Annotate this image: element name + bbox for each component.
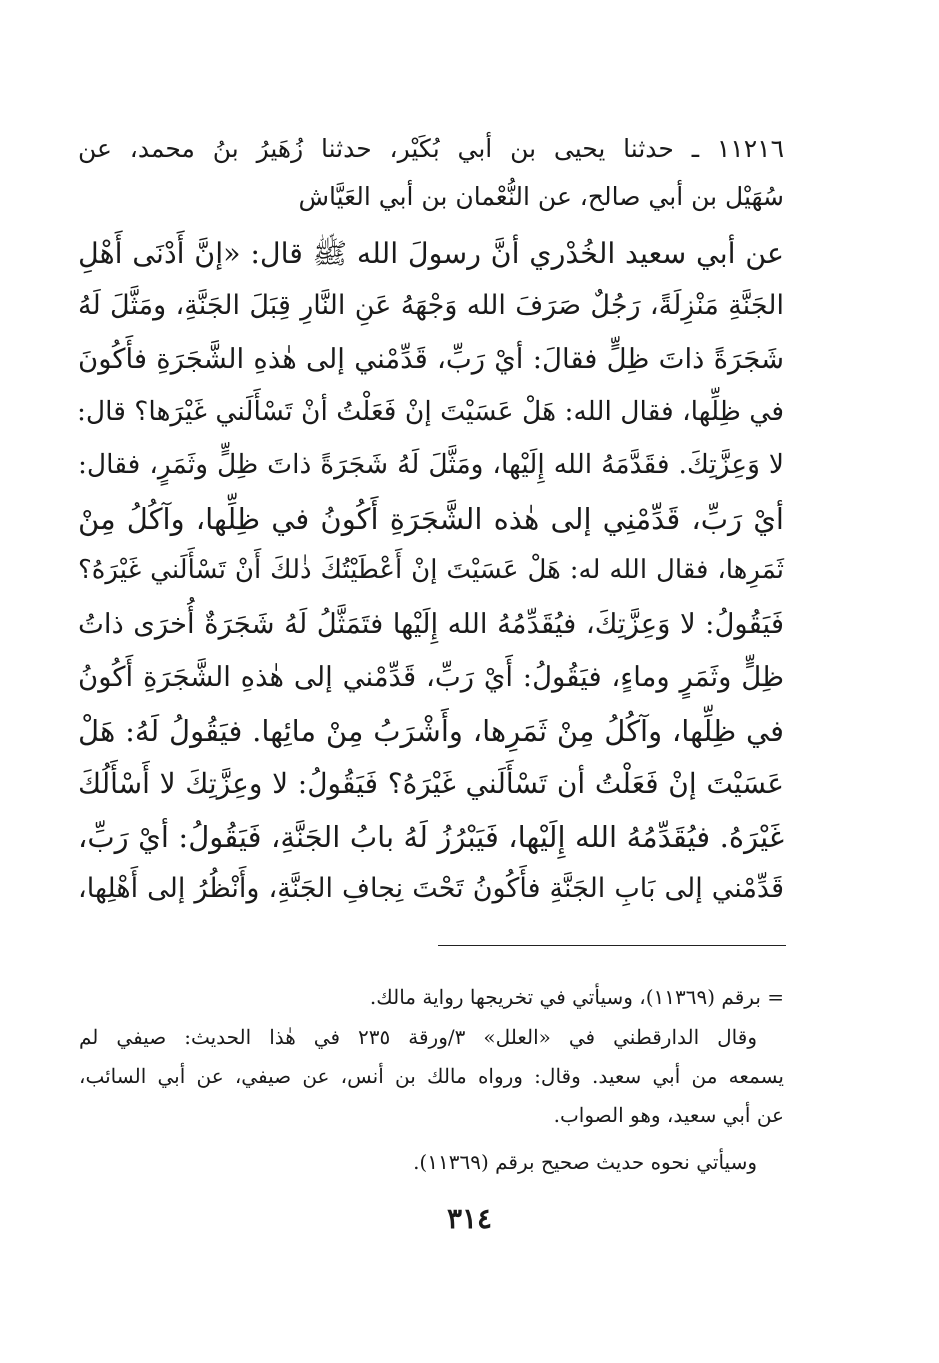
isnad-line-2: سُهَيْل بن أبي صالح، عن النُّعْمان بن أبي العَيَّاش [298,182,784,211]
matn-line-7: ثَمَرِها، فقال الله له: هَلْ عَسَيْتَ إنْ أَعْطَيْتُكَ ذٰلكَ أَنْ تَسْأَلَني غَيْرَهُ؟ [78,555,784,585]
footnote-line-4: عن أبي سعيد، وهو الصواب. [553,1103,784,1127]
matn-line-5: لا وَعِزَّتِكَ. فقَدَّمَهُ الله إِلَيْها، ومَثَّلَ لَهُ شَجَرَةً ذاتَ ظِلٍّ وثَمَرٍ، فقال: [78,449,784,480]
matn-line-3: شَجَرَةً ذاتَ ظِلٍّ فقالَ: أيْ رَبِّ، قَدِّمْني إلى هٰذهِ الشَّجَرَةِ فأَكُونَ [78,343,784,375]
matn-line-10: في ظِلِّها، وآكُلُ مِنْ ثَمَرِها، وأَشْرَبُ مِنْ مائِها. فيَقُولُ لَهُ: هَلْ [78,714,784,748]
footnote-line-5: وسيأتي نحوه حديث صحيح برقم (١١٣٦٩). [413,1150,757,1174]
matn-line-2: الجَنَّةِ مَنْزِلَةً، رَجُلٌ صَرَفَ الله وَجْهَهُ عَنِ النَّارِ قِبَلَ الجَنَّةِ، ومَثَّلَ لَهُ [78,290,784,321]
matn-line-12: غَيْرَهُ. فيُقَدِّمُهُ الله إِلَيْها، فَيَبْرُزُ لَهُ بابُ الجَنَّةِ، فَيَقُولُ: أيْ رَبِّ، [78,820,784,854]
footnote-line-2: وقال الدارقطني في «العلل» ٣/ورقة ٢٣٥ في هٰذا الحديث: صيفي لم [79,1025,757,1049]
footnote-line-3: يسمعه من أبي سعيد. وقال: ورواه مالك بن أنس، عن صيفي، عن أبي السائب، [79,1064,784,1088]
page-number: ٣١٤ [446,1202,493,1235]
matn-line-9: ظِلٍّ وثَمَرٍ وماءٍ، فيَقُولُ: أَيْ رَبِّ، قَدِّمْني إلى هٰذهِ الشَّجَرَةِ أَكُونُ [78,661,784,693]
matn-line-8: فَيَقُولُ: لا وَعِزَّتِكَ، فيُقَدِّمُهُ الله إِلَيْها فتَمَثَّلُ لَهُ شَجَرَةٌ أُخرَى ذاتُ [78,608,784,640]
matn-line-1: عن أبي سعيد الخُدْري أنَّ رسولَ الله ﷺ قال: «إنَّ أَدْنَى أَهْلِ [78,237,784,270]
isnad-line-1: ١١٢١٦ ـ حدثنا يحيى بن أبي بُكَيْر، حدثنا زُهَيرُ بنُ محمد، عن [78,134,784,163]
footnote-line-1: = برقم (١١٣٦٩)، وسيأتي في تخريجها رواية مالك. [369,985,784,1009]
footnote-separator [438,945,786,946]
matn-line-6: أيْ رَبِّ، قَدِّمْنِي إلى هٰذه الشَّجَرَةِ أَكُونُ في ظِلِّها، وآكُلُ مِنْ [78,502,784,536]
matn-line-13: قَدِّمْني إلى بَابِ الجَنَّةِ فأَكُونُ تَحْتَ نِجافِ الجَنَّةِ، وأَنْظُرُ إلى أَهْلِها، [78,873,784,904]
matn-line-11: عَسَيْتَ إنْ فَعَلْتُ أن تَسْأَلَني غَيْرَهُ؟ فَيَقُولُ: لا وعِزَّتِكَ لا أَسْأَلُكَ [78,767,784,800]
matn-line-4: في ظِلِّها، فقال الله: هَلْ عَسَيْتَ إنْ فَعَلْتُ أنْ تَسْأَلَني غَيْرَها؟ قال: [76,396,784,427]
